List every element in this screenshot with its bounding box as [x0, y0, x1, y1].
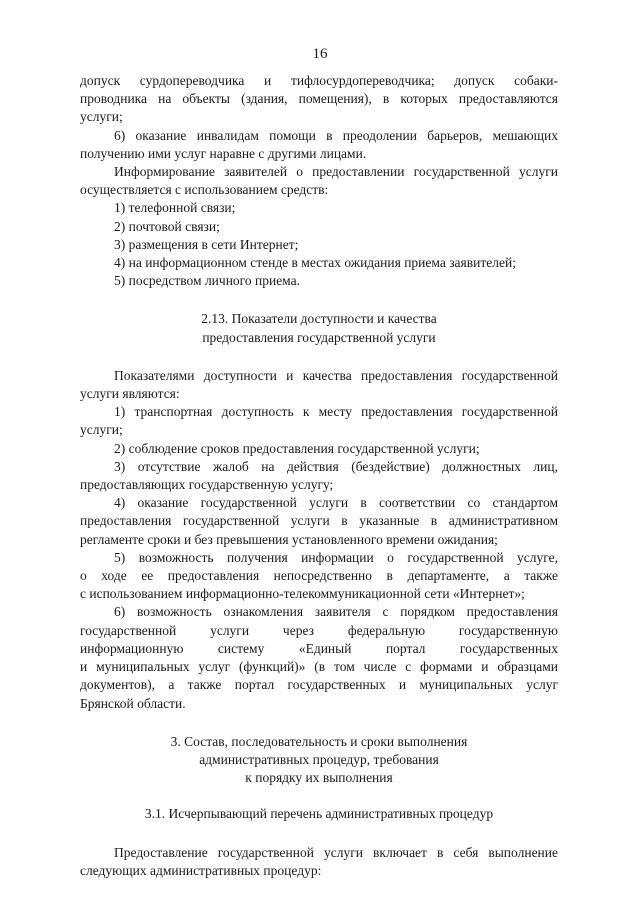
- section-heading-3: [80, 733, 558, 788]
- means-item-1: 1) телефонной связи;: [114, 200, 236, 216]
- para-3-line-2: осуществляется с использованием средств:: [80, 182, 329, 198]
- para-2-line-1: 6) оказание инвалидам помощи в преодолении барьеров, мешающих: [114, 127, 558, 143]
- indicator-6-line-6: Брянской области.: [80, 695, 186, 711]
- indicator-6-line-2: государственной услуги через федеральную государственную: [80, 622, 558, 638]
- indicator-4-line-1: 4) оказание государственной услуги в соответствии со стандартом: [114, 495, 558, 511]
- means-item-4: 4) на информационном стенде в местах ожидания приема заявителей;: [114, 255, 516, 271]
- indicator-1-line-1: 1) транспортная доступность к месту предоставления государственной: [114, 404, 558, 420]
- indicator-3-line-2: предоставляющих государственную услугу;: [80, 477, 334, 493]
- para-3-line-1: Информирование заявителей о предоставлении государственной услуги: [114, 164, 558, 180]
- heading-2-13-line-1: 2.13. Показатели доступности и качества: [201, 311, 437, 327]
- indicator-5-line-2: о ходе ее предоставления непосредственно в департаменте, а также: [80, 568, 558, 584]
- para-2-line-2: получению ими услуг наравне с другими лицами.: [80, 145, 367, 161]
- means-item-2: 2) почтовой связи;: [114, 218, 220, 234]
- final-para-line-2: следующих административных процедур:: [80, 862, 322, 878]
- indicator-4-line-3: регламенте сроки и без превышения установленного времени ожидания;: [80, 531, 498, 547]
- indicator-4-line-2: предоставления государственной услуги в указанные в административном: [80, 513, 558, 529]
- indicators-intro-line-1: Показателями доступности и качества предоставления государственной: [114, 367, 558, 383]
- section-heading-2-13: [80, 310, 558, 346]
- heading-3-line-1: 3. Состав, последовательность и сроки выполнения: [170, 733, 468, 749]
- document-body: [80, 72, 558, 880]
- indicator-5-line-3: с использованием информационно-телекоммуникационной сети «Интернет»;: [80, 586, 525, 602]
- section-heading-3-1: [80, 805, 558, 823]
- heading-3-1: 3.1. Исчерпывающий перечень административных процедур: [144, 806, 494, 822]
- means-item-3: 3) размещения в сети Интернет;: [114, 236, 299, 252]
- para-1-line-3: услуги;: [80, 109, 123, 125]
- indicator-6-line-5: документов), а также портал государственных и муниципальных услуг: [80, 677, 558, 693]
- indicator-6-line-3: информационную систему «Единый портал государственных: [80, 640, 558, 656]
- heading-3-line-2: административных процедур, требования: [199, 751, 439, 767]
- para-1-line-2: проводника на объекты (здания, помещения), в которых предоставляются: [80, 91, 558, 107]
- indicator-1-line-2: услуги;: [80, 422, 123, 438]
- indicator-2: 2) соблюдение сроков предоставления государственной услуги;: [114, 440, 480, 456]
- indicators-intro-line-2: услуги являются:: [80, 386, 180, 402]
- final-para-line-1: Предоставление государственной услуги включает в себя выполнение: [114, 844, 558, 860]
- para-1-line-1: допуск сурдопереводчика и тифлосурдопереводчика; допуск собаки-: [80, 73, 558, 88]
- means-item-5: 5) посредством личного приема.: [114, 273, 301, 289]
- heading-2-13-line-2: предоставления государственной услуги: [202, 329, 436, 345]
- heading-3-line-3: к порядку их выполнения: [245, 770, 393, 786]
- indicator-6-line-1: 6) возможность ознакомления заявителя с порядком предоставления: [114, 604, 558, 620]
- page-number: 16: [312, 46, 328, 62]
- indicator-3-line-1: 3) отсутствие жалоб на действия (бездействие) должностных лиц,: [114, 458, 558, 474]
- indicator-5-line-1: 5) возможность получения информации о государственной услуге,: [114, 549, 558, 565]
- indicator-6-line-4: и муниципальных услуг (функций)» (в том числе с формами и образцами: [80, 659, 558, 675]
